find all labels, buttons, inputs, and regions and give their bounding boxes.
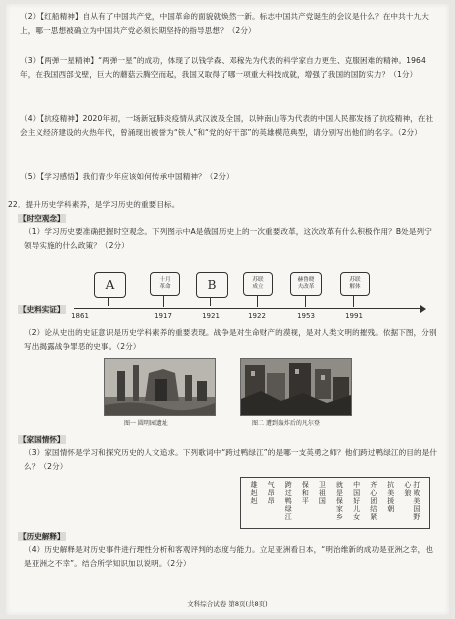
question-22-1: （1）学习历史要准确把握时空观念。下列图示中A是俄国历史上的一次重要改革，这次改革有什么积极作用？B处是列宁领导实施的什么政策？（2分） [24, 227, 432, 250]
figure-2-caption: 图二 遭到轰炸后的凡尔登 [252, 420, 320, 427]
timeline-box-a: A [94, 272, 126, 298]
section-explain-label: 【历史解释】 [19, 532, 65, 541]
lyric-column: 卫祖国 [318, 481, 327, 505]
lyric-column: 就是保家乡 [335, 481, 344, 521]
timeline-stem [353, 296, 354, 307]
lyric-column: 保和平 [301, 481, 310, 505]
question-22-4: （4）历史解释是对历史事件进行理性分析和客观评判的态度与能力。立足亚洲看日本，“明治维新的成功是亚洲之幸，也是亚洲之不幸”。结合所学知识加以说明。（2分） [24, 545, 434, 568]
lyric-column: 气昂昂 [267, 481, 276, 505]
lyric-column: 跨过鸭绿江 [284, 481, 293, 521]
section-home-label: 【家国情怀】 [19, 435, 65, 444]
section-evidence [18, 304, 66, 316]
question-22-intro: 22．提升历史学科素养，是学习历史的重要目标。 [8, 200, 180, 209]
lyric-column: 中国好儿女 [352, 481, 361, 521]
question-22-2: （2）论从史出的史证意识是历史学科素养的重要表现。战争是对生命财产的漠视，是对人类文明的摧残。依据下图，分别写出揭露战争罪恶的史事。（2分） [24, 328, 437, 351]
page-footer: 文科综合试卷 第8页(共8页) [187, 600, 268, 608]
section-time-label: 【时空观念】 [19, 214, 65, 223]
timeline-arrow-icon [420, 305, 426, 313]
timeline-box-b: B [196, 272, 228, 298]
timeline-stem [163, 296, 164, 307]
timeline-box-ussr-founded: 苏联 成立 [243, 272, 273, 296]
timeline-year: 1917 [154, 312, 172, 320]
figure-1-caption: 图一 圆明园遗址 [124, 420, 168, 427]
timeline-year: 1921 [202, 312, 220, 320]
lyric-column: 打败美国野心狼 [403, 481, 421, 521]
question-2: （2）【红船精神】自从有了中国共产党，中国革命的面貌就焕然一新。标志中国共产党诞生的会议是什么？在中共十九大上，哪一思想被确立为中国共产党必须长期坚持的指导思想？（2分） [20, 12, 429, 35]
lyric-column: 雄赳赳 [250, 481, 259, 505]
timeline-box-ussr-dissolution: 苏联 解体 [340, 272, 370, 296]
lyric-column: 抗美援朝 [386, 481, 395, 513]
section-home [18, 434, 66, 446]
exam-page [6, 4, 449, 615]
question-5: （5）【学习感悟】我们青少年应该如何传承中国精神？（2分） [20, 172, 234, 181]
question-3: （3）【两弹一星精神】“两弹一星”的成功，体现了以钱学森、邓稼先为代表的科学家自力更生、克服困难的精神。1964年，在我国西部戈壁，巨大的蘑菇云腾空而起，我国又取得了哪一项重大科技成就，增强了我国的国防实力？（1分） [20, 56, 426, 79]
lyric-column: 齐心团结紧 [369, 481, 378, 521]
timeline-box-khrushchev-reform: 赫鲁晓 夫改革 [290, 272, 322, 296]
section-time-concept [18, 213, 66, 225]
timeline-box-october-revolution: 十月 革命 [150, 272, 180, 296]
section-explain [18, 531, 66, 543]
lyrics-box [240, 477, 430, 529]
timeline-year: 1861 [71, 312, 89, 320]
yuanmingyuan-ruins-photo [104, 358, 216, 416]
question-22-3: （3）家国情怀是学习和探究历史的人文追求。下列歌词中“跨过鸭绿江”的是哪一支英勇之师？他们跨过鸭绿江的目的是什么？（2分） [24, 448, 438, 471]
timeline-axis [74, 308, 422, 309]
timeline-year: 1953 [297, 312, 315, 320]
verdun-ruins-photo [240, 358, 352, 416]
question-4: （4）【抗疫精神】2020年初，一场新冠肺炎疫情从武汉波及全国，以钟南山等为代表的中国人民都发扬了抗疫精神，在社会主义经济建设的火热年代，曾涌现出被誉为“铁人”和“党的好干部”的英雄模范典型，请分别写出他们的名字。（2分） [20, 114, 434, 137]
timeline-year: 1922 [248, 312, 266, 320]
timeline-stem [257, 296, 258, 307]
timeline-stem [108, 298, 109, 306]
timeline-stem [305, 296, 306, 307]
section-evidence-label: 【史料实证】 [19, 305, 65, 314]
timeline-stem [210, 298, 211, 306]
timeline-year: 1991 [345, 312, 363, 320]
